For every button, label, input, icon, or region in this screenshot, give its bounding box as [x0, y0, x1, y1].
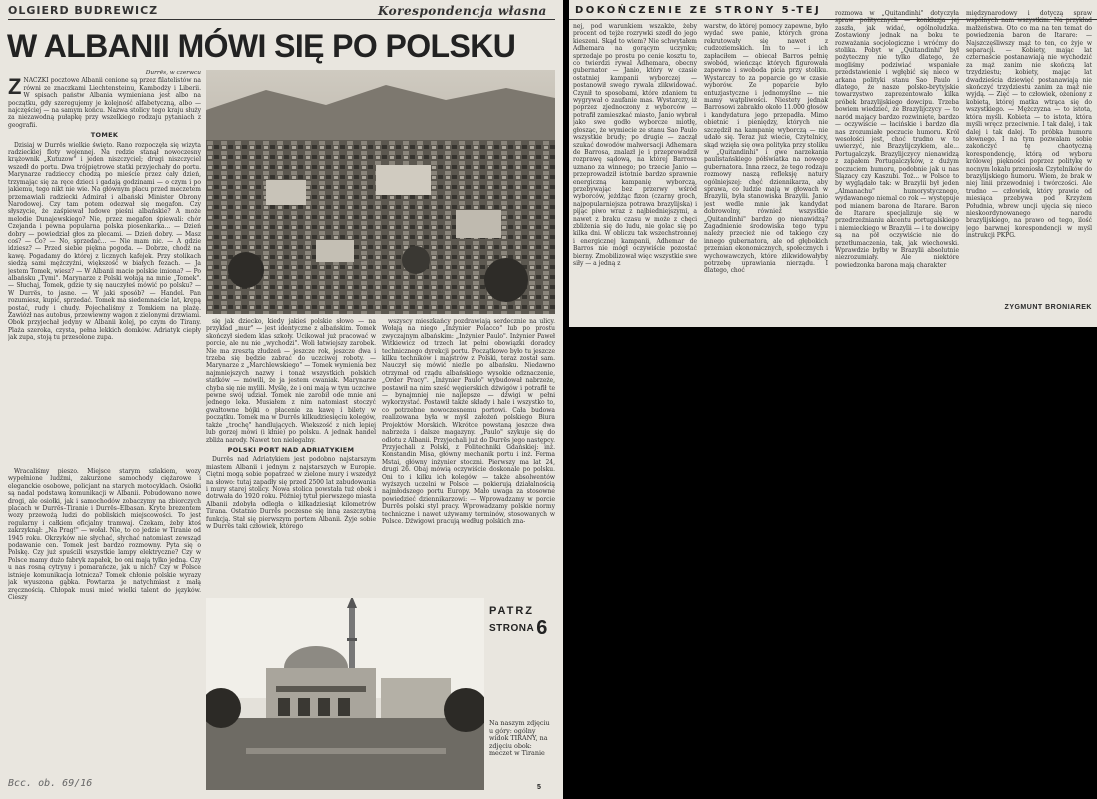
intro-text: NACZKI pocztowe Albanii cenione są przez filatelistów na równi ze znaczkami Liechtensteinu, Kambodży i Liberii. W spisach państw Albania wymieniana jest albo na początku, gdy szeregujemy je kolejność alfabetyczną, albo — najczęściej — na samym końcu. Nazwa stolicy tego kraju służy za niezawodną pułapkę przy wszelkiego rodzaju pytaniach z geografii.	[8, 77, 201, 129]
tirana-panorama-photo	[206, 70, 555, 314]
continuation-column-2: warstw, do której pomocy zapewne, było wydać swe panie, których grona rekrutowały się nawet z cudzoziemskich. Im to — i ich zapłaciłem — obiecał Barros pełnię swobód, wieńcząc których figurowała zapewne i swoboda picia przy stoliku. Wystarczy to za poparcie go w czasie wyborów. Ze poparcie było entuzjastyczne i jednomyślne — nie mamy wątpliwości. Niestety jednak Barrosowi zabrakło około 11.000 głosów i kandydatura jego przepadła. Mimo obietnic i pieniędzy, których nie szczędził na kampanię wyborczą — nie udało się. Teraz już wiecie, Czytelnicy, skąd wzięła się owa polityka przy stoliku w „Quitandinhi" i gwe narzekania paulistańskiego półświatka na nowego gubernatora. Inna rzecz, że tego rodzaju rozmowy naszą refleksję natury ogólniejszej: chęć dziennikarza, aby sprawa, co ludzie mają w głowach w Brazylii, była stanowiska Brazylii. Janio jest wedle mnie jak kandydat dobrowolny, również wszystkie „Quitandinhi" bardzo go nienawidzą? Zagadnienie środowiska tego typu należy przecież nie od takiego czy innego gubernatora, ale od głębokich przemian ekonomicznych, społecznych i wychowawczych, które zlikwidowałyby potrzebę uprawiania nierządu. I dlatego, choć	[704, 23, 828, 275]
archive-stamp: Bcc. ob. 69/16	[8, 778, 93, 789]
column-3	[206, 318, 376, 590]
author-name: OLGIERD BUDREWICZ	[8, 4, 159, 17]
drop-cap: Z	[8, 74, 22, 100]
subheading-tomek: TOMEK	[90, 131, 119, 140]
page-number: 5	[537, 784, 541, 791]
section-label: Korespondencja własna	[378, 4, 547, 18]
column-3-top: się jak dziecko, kiedy jakieś polskie słowo — na przykład „mur" — jest identyczne z albańskim. Tomek skończył siedem klas szkoły. Ucikował już pracować w porcie, ale nu nie „wychodzi". Woli łatwiejszy zarobek. Nie ma zresztą złudzeń — jeszcze rok, jeszcze dwa i trzeba się będzie zabrać do uczciwej roboty. — Marynarze z „Marchlewskiego" — Tomek wymienia bez najmniejszych nazwy i tonaż wszystkich polskich statków — mówili, że ja jestem cwaniak. Marynarze chyba się nie mylili. Myślę, że i oni mają w tym uczciwe pewne swój udział. Tomek nie zarobił ode mnie ani jednego leka. Musiałem z nim natomiast stoczyć gwałtowne bójki o płacenie za kawę i bilety w początku. Tomek ma w Durrës kilkudziesięciu kolegów, także „trochę" handlujących. Wiekszość z nich lepiej lub gorzej mówi (i kłnie) po polsku. A jednak handel zbliża narody. Nawet ten nielegalny.	[206, 318, 376, 444]
newspaper-page-right	[569, 0, 1097, 327]
column-4-body: wszyscy mieszkańcy pozdrawiają serdecznie na ulicy. Wołają na niego „Inżynier Polacco" lub po prostu zwyczajnym albańskim: „Inżynier Paulo". Inżynier Paweł Witkiewicz od trzech lat pełni obowiązki doradcy technicznego dyrekcji portu. Początkowo było tu jeszcze kilku techników i majstrów z Polski, teraz został sam. Nauczył się mówić nieźle po albańsku. Niedawno otrzymał od rządu albańskiego wysokie odznaczenie, „Order Pracy". „Inżynier Paulo" wybudował nabrzeże, postawił na nim sześć węgierskich dźwigów i potrafił te — bynajmniej nie najlepsze — dźwigi w pełni wykorzystać. Postawił także składy i hale i wszystko to, co potrzebne nowoczesnemu portowi. Cała budowa realizowana była w myśl założeń polskiego Biura Projektów Morskich. Wkrótce powstaną jeszcze dwa nabrzeża i dalsze magazyny. „Paulo" szykuje się do odlotu z Albanii. Przyjechali już do Durrës jego następcy. Przyjechali z Polski, z Politechniki Gdańskiej: inż. Konstandin Misa, główny mechanik portu i inż. Ferma Mstai, główny inżynier stoczni. Pierwszy ma lat 24, drugi 26. Obaj mówią oczywiście doskonale po polsku. Oni to i kilku ich kolegów — także absolwentów wyższych uczelni w Polsce — pokierują działalnością najmłodszego portu Europy. Mało uwaga za stosowne powiedzieć dziennikarzowi: — Wprowadzamy w porcie Durrës polski styl pracy. Wprowadzamy polskie normy techniczne i nawet używamy terminów, stosowanych w Polsce. Dźwigowi pracują według polskich zna-	[382, 318, 555, 525]
page-label: STRONA	[489, 623, 535, 634]
column-2-body: Wracaliśmy pieszo. Miejsce starym szlakiem, wozy wypełnione ludźmi, zakurzone samochody ciężarowe i eleganckie osobowe, policjant na starych motocyklach. Osiołki są nadal podstawą komunikacji w Albanii. Pobudowano nowe drogi, ale osiołki, jak i samochodów zobaczymy na zbiorczych placach w Durrës–Tiranie i Durrës–Elbasan. Kryte brezentem wozy przewożą ludzi do pobliskich miejscowości. To jest regularny i całkiem oficjalny tramwaj. Czekam, żeby ktoś zakrzyknął: „Na Prag!" — wołał. Nie, to co jedzie w Tiranie od 1945 roku. Okrzyków nie słychać, słychać natomiast zewsząd podawanie cen. Tomek jest bardzo rozmowny. Pyta się o Polskę. Czy już spuścili wszystkie lampy elektryczne? Czy w Polsce mamy dużo fabryk zapałek, bo oni mają tylko jedną. Czy u nas rosną cytryny i pomarańcze, jak u nich? Czy w Polsce istnieje komunikacja lotnicza? Tomek chłonie polskie wyrazy jak wyuszona gąbka. Powtarza je natychmiast z małą zręcznością. Chłopak musi mieć wielki talent do języków. Cieszy	[8, 468, 201, 601]
see-page-box	[489, 605, 557, 651]
continuation-column-1: nej, pod warunkiem wszakże, żeby procent od tejże rozrywki szedł do jego kieszeni. Skąd to wiem? Nie schwytałem Adhemara na gorącym uczynku; sprzedaje po prostu po cenie kosztu to, co twierdzi rywal Adhemara, obecny gubernator — Janio, który w czasie ostatniej kampanii wyborczej — postanowił swego rywala zlikwidować. Czynił to sposobami, które zdaniem tu wygrywał o zaufanie mas. Wystarczy, iż poprzez zjednoczony z wyborców — potrafił zamieszkać miasto, Janio wybrał jako swe godło wyborcze miotłę, głosząc, że wymiecie ze stanu Sao Paulo wszystkie brudy; po drugie — zaczął szukać dowodów malwersacji Adhemara de Barrosa, znalazł je i przeprowadził rozprawę sądową, na której Barrosa uznano za winnego; po trzecie Janio — przeprowadził istotnie bardzo sprawnie energiczną kampanię wyborczą, przebywając bez przerwy wśród wyborców, jeżdżąc fizon (czarny groch, najpopularniejsza potrawa brazylijska) i pijąc piwo wraz z najbiedniejszymi, a nawet z braku czasu w może z chęci zbliżenia się do ludu, nie golac się po kilka dni. W obliczu tak wszechstronnej i energicznej kampanii, Adhemar de Barros nie mógł oczywiście pozostać bierny. Zmobilizował więc wszystkie swe siły — a jedną z	[573, 23, 697, 267]
continuation-header: DOKOŃCZENIE ZE STRONY 5-TEJ	[575, 5, 822, 16]
mosque-photo	[206, 598, 484, 790]
photo-caption: Na naszym zdjęciu u góry: ogólny widok TIRANY, na zdjęciu obok: meczet w Tiranie	[489, 720, 550, 758]
headline: W ALBANII MÓWI SIĘ PO POLSKU	[7, 28, 516, 64]
continuation-column-3: rozmowa w „Quitandinhi" dotyczyła spraw politycznych — konkluzja jej zaszła, jak widać, ogólnoludzka. Zostawiony jednak na boku te rozważania socjologiczne i wróćmy do stolika. Pobyt w „Quitandinhi" był pożyteczny nie tylko dlatego, że mogliśmy podziwiać wspaniałe przedstawienie i wgłębić się nieco w arkana polityki stanu Sao Paulo i dlatego, że nasze polsko-brytyjskie towarzystwo zaprezentowało kilka próbek brazylijskiego dowcipu. Trzeba bowiem wiedzieć, że Brazylijczycy — to naród mający bardzo rozwinięte, bardzo — oczywiście — łacińskie i bardzo dla nas zrozumiałe poczucie humoru. Król wesołości jest, choć trudno w to uwierzyć, nie Brazylijczykiem, ale... Portugalczyk. Brazylijczycy nienawidzą z zapałem Portugalczyków, z dużym poczuciem humoru, podobnie jak u nas Ślązacy czy Kaszubi. Toż... w Polsce to by wyglądało tak: w Brazylii był jeden „Almanachu" humorystycznego, wydawanego niemal co rok — występuje pod mianem barona de Itarare. Baron de Itarare specjalizuje się w przedrzeźnianiu akcentu portugalskiego i niemieckiego w Brazylii — i te dowcipy są na pół oczywiście nie do przetłumaczenia, tak, jak wiechowski. Wprawdzie byłby w Brazylii absolutnie niezrozumiały. Ale niektóre powiedzonka barona mają charakter	[835, 10, 959, 269]
continuation-column-4	[966, 10, 1092, 323]
column-1	[8, 70, 201, 466]
continuation-column-4-body: międzynarodowy i dotyczą spraw wspólnych nam wszystkim. Na przykład małżeństwa. Oto co ma na ten temat do powiedzenia baron de Itarare: — Najszczęśliwszy mąż to ten, co żyje w separacji. — Kobiety, mając lat czternaście postanawiają nie wychodzić za mąż zanim nie skończą lat trzydziestu; kobiety, mając lat dwadzieścia dziewięć postanawiają nie skończyć trzydziestu zanim za mąż nie wyjdą. — Zięć — to człowiek, ożeniony z kobietą, której matka wtrąca się do wszystkiego. — Mężczyzna — to istota, która myśli. Kobieta — to istota, która myśli wręcz przeciwnie. I tak dalej, i tak dalej i tak dalej. To próbka humoru słownego. I na tym pozwalam sobie zakończyć tę chaotyczną korespondencję, którą od wyboru królowej piękności poprzez politykę w nocnym lokalu przeniosła Czytelników do brazylijskiego humoru. Wiem, że brak w niej linii przewodniej i twórczości. Ale trudno — człowiek, który prawie od miesiąca przebywa pod Krzyżem Południa, wbrew uncji ujęcia się nieco nieskoordynowanego narodu brazylijskiego, na prawo od tego, ilość jego barwnej korespondencji w myśl instrukcji PKPG.	[966, 10, 1092, 240]
page-number-ref: 6	[536, 617, 548, 639]
column-2	[8, 468, 201, 788]
column-1-body: Dzisiaj w Durrës wielkie święto. Rano rozpoczęła się wizyta radzieckiej floty wojennej. Na redzie stanął nowoczesny krążownik „Kutuzow" i jeden niszczyciel; drugi niszczyciel wszedł do portu. Dwa trójpiętrowe statki przyjechały do portu. Marynarze radzieccy chodzą po mieście przez cały dzień, trzymając się za ręce dzieci i gadają godzinami — o czym i po jakiemu, tego nikt nie wie. Na głównym placu przed meczetem przemawiali radziecki Admirał i albański Minister Obrony Narodowej. Czy tam potem odezwał się megafon. Czy słyszycie, że zaśpiewał ludowe pieśni albańskie? A może melodie Dunajewskiego? Nie, przez megafon śpiewali: chór Czejanda i pewna popularna polska piosenkarka... — Dzień dobry — powiedział głos za plecami. — Dzień dobry. — Masz coś? — Co? — No, sprzedać... — Nie mam nic. — A gdzie idziesz? — Przed siebie piękna pogoda. — Dobrze, chodź na kawę. Pogadamy do której z licznych kafejek. Przy stolikach siedzą sami mężczyźni, większość w białych fezach. — Ja jestem Tomek, wiesz? — W Albanii macie polskie imiona? — Po albańsku „Tymi". Marynarze z Polski wołają na mnie „Tomek". — Słuchaj, Tomek, gdzie ty się nauczyłeś mówić po polsku? — W Durrës, to jasne. — W jaki sposób? — Handel. Pan rozumiesz, kupić, sprzedać. Tomek ma siedemnaście lat, krępą postać, rudy i chudy. Pojechaliśmy z Tomkiem na plażę. Zawiózł nas autobus, przewiewny wagon z zielonymi drzwiami. Obok przyjechał jedyny w Albanii kolej, po czym do Tirany. Plaża szeroka, czysta, pełna lekkich domków. Adriatyk ciepły jak zupa, stoją tu przesolone zupa.	[8, 141, 201, 342]
subheading-port: POLSKI PORT NAD ADRIATYKIEM	[227, 445, 355, 454]
column-3-bottom: Durrës nad Adriatykiem jest podobno najstarszym miastem Albanii i jednym z najstarszych w Europie. Ciętni mogą sobie popatrzeć w zielone mury i wszedyż na słowo: tutaj zapadły się przed 2500 lat zabudowania i mury starej stolicy. Nowa stolica powstała tuż obok i dotrwała do 1920 roku. Później tytuł pierwszego miasta Albanii zdobyła odległa o kilkadziesiąt kilometrów Tirana. Ostatnio Durrës poczesne się inną zaszczytną funkcją. Stał się pierwszym portem Albanii. Żyje sobie w Durrës taki człowiek, którego	[206, 456, 376, 530]
header-rule	[8, 19, 555, 20]
column-4	[382, 318, 555, 590]
dateline: Durrës, w czerwcu	[145, 70, 201, 76]
see-label: PATRZ	[489, 605, 535, 617]
signature: ZYGMUNT BRONIAREK	[1004, 304, 1092, 311]
